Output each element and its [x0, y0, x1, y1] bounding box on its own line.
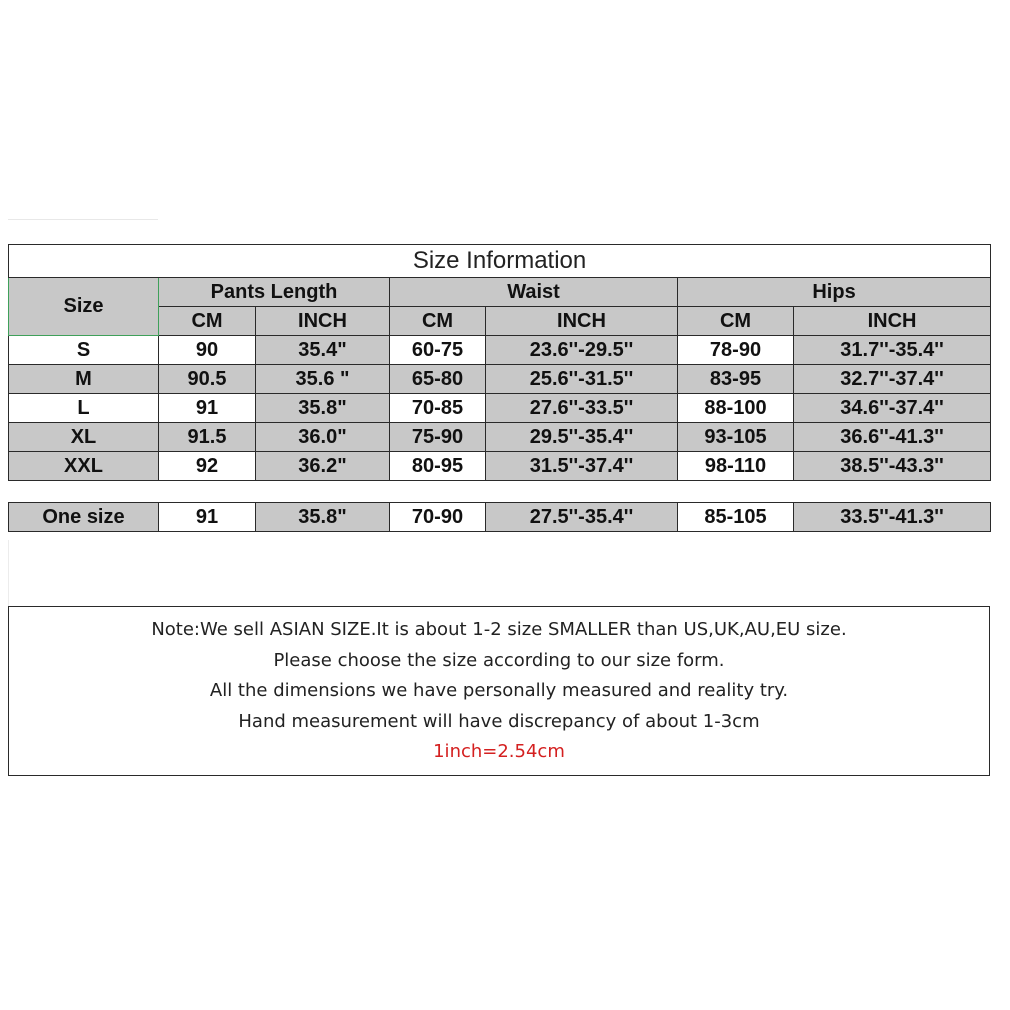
table-row: [9, 365, 991, 394]
decorative-line: [8, 219, 158, 220]
table-row: [9, 336, 991, 365]
hips-header: Hips: [678, 278, 991, 307]
table-cell: 83-95: [678, 365, 794, 394]
table-row: [9, 452, 991, 481]
unit-header: INCH: [794, 307, 991, 336]
table-cell: 70-90: [390, 503, 486, 532]
table-cell: 35.8": [256, 503, 390, 532]
unit-header: CM: [159, 307, 256, 336]
table-cell: 90: [159, 336, 256, 365]
note-line: Hand measurement will have discrepancy of about 1-3cm: [238, 710, 760, 732]
table-cell: 38.5''-43.3'': [794, 452, 991, 481]
table-title: Size Information: [9, 245, 991, 278]
unit-header: INCH: [486, 307, 678, 336]
size-label: XL: [9, 423, 159, 452]
table-cell: 36.6''-41.3'': [794, 423, 991, 452]
table-cell: 93-105: [678, 423, 794, 452]
size-header: Size: [9, 278, 159, 336]
size-label: S: [9, 336, 159, 365]
table-cell: 35.8": [256, 394, 390, 423]
table-cell: 36.0": [256, 423, 390, 452]
table-cell: 91: [159, 503, 256, 532]
table-cell: 90.5: [159, 365, 256, 394]
table-cell: 75-90: [390, 423, 486, 452]
inch-conversion-note: 1inch=2.54cm: [433, 741, 565, 762]
pants-length-header: Pants Length: [159, 278, 390, 307]
table-cell: 70-85: [390, 394, 486, 423]
size-chart-table: [8, 244, 991, 532]
table-cell: 27.5''-35.4'': [486, 503, 678, 532]
table-cell: 31.7''-35.4'': [794, 336, 991, 365]
table-cell: 36.2": [256, 452, 390, 481]
table-row: [9, 423, 991, 452]
note-line: All the dimensions we have personally measured and reality try.: [209, 680, 789, 701]
size-label: One size: [9, 503, 159, 532]
table-cell: 27.6''-33.5'': [486, 394, 678, 423]
size-label: M: [9, 365, 159, 394]
unit-header: INCH: [256, 307, 390, 336]
note-line: Note:We sell ASIAN SIZE.It is about 1-2 size SMALLER than US,UK,AU,EU size.: [151, 619, 847, 640]
table-cell: 35.6 ": [256, 365, 390, 394]
table-cell: 31.5''-37.4'': [486, 452, 678, 481]
table-cell: 34.6''-37.4'': [794, 394, 991, 423]
table-cell: 35.4": [256, 336, 390, 365]
table-cell: 98-110: [678, 452, 794, 481]
table-cell: 33.5''-41.3'': [794, 503, 991, 532]
table-cell: 78-90: [678, 336, 794, 365]
table-cell: 60-75: [390, 336, 486, 365]
waist-header: Waist: [390, 278, 678, 307]
table-cell: 23.6''-29.5'': [486, 336, 678, 365]
note-line: Please choose the size according to our size form.: [273, 649, 725, 671]
size-note-box: [8, 606, 990, 776]
table-row: [9, 394, 991, 423]
table-cell: 65-80: [390, 365, 486, 394]
unit-header: CM: [678, 307, 794, 336]
table-cell: 88-100: [678, 394, 794, 423]
table-cell: 25.6''-31.5'': [486, 365, 678, 394]
table-cell: 91.5: [159, 423, 256, 452]
table-cell: 32.7''-37.4'': [794, 365, 991, 394]
table-row-one-size: [9, 503, 991, 532]
table-spacer: [9, 481, 991, 503]
table-cell: 91: [159, 394, 256, 423]
table-cell: 29.5''-35.4'': [486, 423, 678, 452]
table-cell: 80-95: [390, 452, 486, 481]
table-cell: 92: [159, 452, 256, 481]
unit-header: CM: [390, 307, 486, 336]
size-label: L: [9, 394, 159, 423]
table-cell: 85-105: [678, 503, 794, 532]
decorative-line: [8, 540, 9, 606]
spacer-cell: [9, 481, 991, 503]
size-label: XXL: [9, 452, 159, 481]
